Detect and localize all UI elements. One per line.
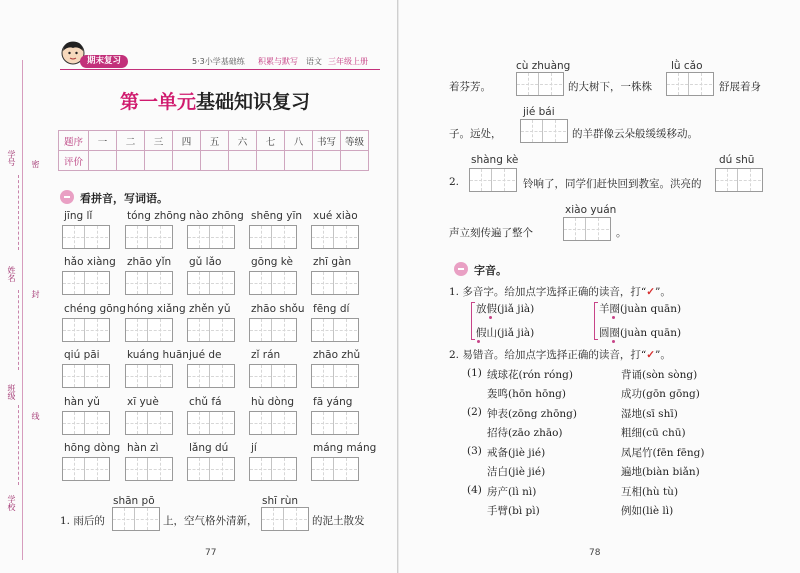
- score-header-row: [59, 131, 369, 151]
- score-cell: 三: [145, 131, 173, 151]
- score-cell: 题序: [59, 131, 89, 151]
- answer-box[interactable]: [666, 72, 714, 96]
- score-cell: 四: [173, 131, 201, 151]
- bracket: [594, 302, 598, 340]
- pinyin-label: shān pō: [113, 495, 155, 507]
- pinyin-label: dú shū: [719, 154, 755, 166]
- answer-box[interactable]: [249, 364, 297, 388]
- polyphone-item: 假山(jiǎ jià): [476, 327, 535, 339]
- margin-school: 学校: [7, 495, 16, 511]
- answer-box[interactable]: [125, 318, 173, 342]
- pronunciation-item: 洁白(jiè jié): [487, 466, 546, 478]
- pronunciation-item: 戒备(jiè jié): [487, 447, 546, 459]
- margin-name: 姓名: [7, 266, 16, 282]
- answer-box[interactable]: [62, 457, 110, 481]
- answer-box[interactable]: [311, 457, 359, 481]
- pinyin-label: zhī gàn: [313, 256, 352, 268]
- pinyin-label: lǜ cǎo: [671, 60, 703, 72]
- answer-box[interactable]: [125, 457, 173, 481]
- answer-box[interactable]: [516, 72, 564, 96]
- emphasis-dot: [612, 316, 615, 319]
- pinyin-label: fā yáng: [313, 396, 353, 408]
- pronunciation-item: 招待(zāo zhāo): [487, 427, 563, 439]
- review-tag: 期末复习: [80, 55, 128, 68]
- r-line3-a: 铃响了，同学们赶快回到教室。洪亮的: [523, 178, 702, 190]
- answer-box[interactable]: [311, 318, 359, 342]
- polyphone-item: 放假(jiǎ jià): [476, 303, 535, 315]
- score-input[interactable]: [341, 151, 369, 171]
- r-line2-a: 子。远处，: [449, 128, 502, 140]
- pinyin-label: jié bái: [523, 106, 555, 118]
- pinyin-label: qiú pāi: [64, 349, 100, 361]
- pinyin-label: xī yuè: [127, 396, 159, 408]
- pronunciation-item: 绒球花(rón róng): [487, 369, 573, 381]
- pronunciation-item: 轰鸣(hōn hōng): [487, 388, 566, 400]
- polyphone-item: 羊圈(juàn quān): [599, 303, 682, 315]
- pinyin-label: zhāo shǒu: [251, 303, 305, 315]
- pronunciation-item: 粗细(cū chū): [621, 427, 686, 439]
- header-pink-a: 积累与默写: [258, 57, 298, 66]
- pronunciation-item: 房产(lì nì): [487, 486, 537, 498]
- score-table: [58, 130, 369, 171]
- pronunciation-item: 互相(hù tù): [621, 486, 679, 498]
- score-input[interactable]: [313, 151, 341, 171]
- score-eval-label: 评价: [59, 151, 89, 171]
- header-series: 5·3小学基础练: [192, 57, 245, 66]
- score-cell: 八: [285, 131, 313, 151]
- answer-box[interactable]: [249, 271, 297, 295]
- pinyin-label: hàn yǔ: [64, 396, 100, 408]
- answer-box[interactable]: [261, 507, 309, 531]
- answer-box[interactable]: [187, 457, 235, 481]
- answer-box[interactable]: [249, 411, 297, 435]
- pinyin-label: gōng kè: [251, 256, 293, 268]
- margin-seal-feng: 封: [31, 290, 40, 298]
- score-cell: 二: [117, 131, 145, 151]
- score-cell: 等级: [341, 131, 369, 151]
- pinyin-label: lǎng dú: [189, 442, 229, 454]
- score-input[interactable]: [145, 151, 173, 171]
- score-input[interactable]: [89, 151, 117, 171]
- score-cell: 七: [257, 131, 285, 151]
- pinyin-label: xué xiào: [313, 210, 358, 222]
- header-subject: 语文: [306, 57, 322, 66]
- r-line3-num: 2.: [449, 176, 460, 188]
- pinyin-label: xiào yuán: [565, 204, 617, 216]
- section-one-title: 看拼音，写词语。: [80, 192, 168, 205]
- pinyin-label: jué de: [189, 349, 222, 361]
- score-cell: 一: [89, 131, 117, 151]
- pinyin-label: zhěn yǔ: [189, 303, 231, 315]
- pronunciation-item: 例如(liè lì): [621, 505, 674, 517]
- answer-box[interactable]: [311, 411, 359, 435]
- pinyin-label: zhāo zhǔ: [313, 349, 361, 361]
- pronunciation-item: 背诵(sòn sòng): [621, 369, 698, 381]
- margin-seal-mi: 密: [31, 160, 40, 168]
- q2-item-number: (2): [467, 406, 482, 418]
- pinyin-label: tóng zhōng: [127, 210, 187, 222]
- margin-dash: [18, 405, 19, 485]
- pinyin-label: cù zhuàng: [516, 60, 571, 72]
- score-cell: 六: [229, 131, 257, 151]
- margin-line: [22, 60, 23, 560]
- pinyin-label: gǔ lǎo: [189, 256, 222, 268]
- pinyin-label: hōng dòng: [64, 442, 121, 454]
- margin-class: 班级: [7, 384, 16, 400]
- score-cell: 五: [201, 131, 229, 151]
- score-input[interactable]: [285, 151, 313, 171]
- q1-text-c: 的泥土散发: [312, 515, 365, 527]
- section-one-badge-icon: [60, 190, 74, 204]
- answer-box[interactable]: [62, 225, 110, 249]
- answer-box[interactable]: [125, 364, 173, 388]
- answer-box[interactable]: [187, 364, 235, 388]
- pinyin-label: shēng yīn: [251, 210, 303, 222]
- r-line1-b: 的大树下，一株株: [568, 81, 652, 93]
- pinyin-label: hù dòng: [251, 396, 295, 408]
- answer-box[interactable]: [187, 318, 235, 342]
- answer-box[interactable]: [125, 271, 173, 295]
- margin-dash: [18, 290, 19, 370]
- answer-box[interactable]: [311, 364, 359, 388]
- answer-box[interactable]: [62, 411, 110, 435]
- answer-box[interactable]: [249, 225, 297, 249]
- q2-instruction: 2. 易错音。给加点字选择正确的读音，打“✓”。: [449, 349, 671, 361]
- pronunciation-item: 湿地(sī shī): [621, 408, 678, 420]
- score-cell: 书写: [313, 131, 341, 151]
- title-topic: 基础知识复习: [196, 91, 311, 113]
- pinyin-label: chéng gōng: [64, 303, 126, 315]
- title-unit: 第一单元: [120, 91, 197, 113]
- pronunciation-item: 钟表(zōng zhōng): [487, 408, 577, 420]
- q1-instruction: 1. 多音字。给加点字选择正确的读音，打“✓”。: [449, 286, 671, 298]
- pinyin-label: hàn zì: [127, 442, 159, 454]
- pinyin-label: shàng kè: [471, 154, 519, 166]
- pinyin-label: kuáng huān: [127, 349, 189, 361]
- pronunciation-item: 手臂(bì pì): [487, 505, 540, 517]
- left-page: [0, 0, 398, 573]
- answer-box[interactable]: [187, 411, 235, 435]
- score-input[interactable]: [257, 151, 285, 171]
- header-pink-b: 三年级上册: [328, 57, 368, 66]
- pronunciation-item: 成功(gōn gōng): [621, 388, 700, 400]
- section-two-badge-icon: [454, 262, 468, 276]
- answer-box[interactable]: [311, 225, 359, 249]
- answer-box[interactable]: [62, 318, 110, 342]
- answer-box[interactable]: [249, 318, 297, 342]
- answer-box[interactable]: [311, 271, 359, 295]
- checkmark-icon: ✓: [646, 286, 656, 298]
- r-line4-a: 声立刻传遍了整个: [449, 227, 533, 239]
- emphasis-dot: [477, 340, 480, 343]
- score-input[interactable]: [229, 151, 257, 171]
- checkmark-icon: ✓: [646, 349, 656, 361]
- answer-box[interactable]: [125, 225, 173, 249]
- answer-box[interactable]: [249, 457, 297, 481]
- score-input[interactable]: [173, 151, 201, 171]
- score-eval-row: [59, 151, 369, 171]
- margin-dash: [18, 175, 19, 250]
- answer-box[interactable]: [469, 168, 517, 192]
- answer-box[interactable]: [187, 225, 235, 249]
- answer-box[interactable]: [125, 411, 173, 435]
- score-input[interactable]: [201, 151, 229, 171]
- header-rule: [60, 69, 380, 70]
- q2-item-number: (3): [467, 445, 482, 457]
- emphasis-dot: [489, 316, 492, 319]
- pinyin-label: máng máng: [313, 442, 377, 454]
- score-input[interactable]: [117, 151, 145, 171]
- page-number-left: 77: [205, 548, 217, 558]
- pinyin-label: shī rùn: [262, 495, 299, 507]
- right-page: [399, 0, 800, 573]
- r-line2-b: 的羊群像云朵般缓缓移动。: [572, 128, 698, 140]
- answer-box[interactable]: [62, 271, 110, 295]
- answer-box[interactable]: [715, 168, 763, 192]
- q2-item-number: (4): [467, 484, 482, 496]
- bracket: [471, 302, 475, 340]
- page-number-right: 78: [589, 548, 601, 558]
- answer-box[interactable]: [520, 119, 568, 143]
- emphasis-dot: [612, 340, 615, 343]
- q1-text-b: 上，空气格外清新，: [163, 515, 258, 527]
- pinyin-label: zhāo yǐn: [127, 256, 172, 268]
- section-two-title: 字音。: [474, 264, 507, 277]
- answer-box[interactable]: [62, 364, 110, 388]
- pronunciation-item: 凤尾竹(fēn fēng): [621, 447, 705, 459]
- pinyin-label: chǔ fá: [189, 396, 222, 408]
- answer-box[interactable]: [112, 507, 160, 531]
- r-line1-c: 舒展着身: [719, 81, 761, 93]
- q2-item-number: (1): [467, 367, 482, 379]
- q1-text-a: 1. 雨后的: [60, 515, 105, 527]
- pinyin-label: jí: [251, 442, 257, 454]
- pinyin-label: hǎo xiàng: [64, 256, 116, 268]
- r-line4-b: 。: [616, 227, 627, 239]
- pronunciation-item: 遍地(biàn biǎn): [621, 466, 700, 478]
- page-title: [120, 87, 310, 114]
- r-line1-a: 着芬芳。: [449, 81, 491, 93]
- answer-box[interactable]: [187, 271, 235, 295]
- pinyin-label: jīng lǐ: [64, 210, 93, 222]
- pinyin-label: hóng xiǎng: [127, 303, 186, 315]
- margin-seal-xian: 线: [31, 412, 40, 420]
- margin-student-no: 学号: [7, 150, 16, 166]
- answer-box[interactable]: [563, 217, 611, 241]
- pinyin-label: nào zhōng: [189, 210, 244, 222]
- pinyin-label: zǐ rán: [251, 349, 281, 361]
- polyphone-item: 圆圈(juàn quān): [599, 327, 682, 339]
- pinyin-label: fēng dí: [313, 303, 350, 315]
